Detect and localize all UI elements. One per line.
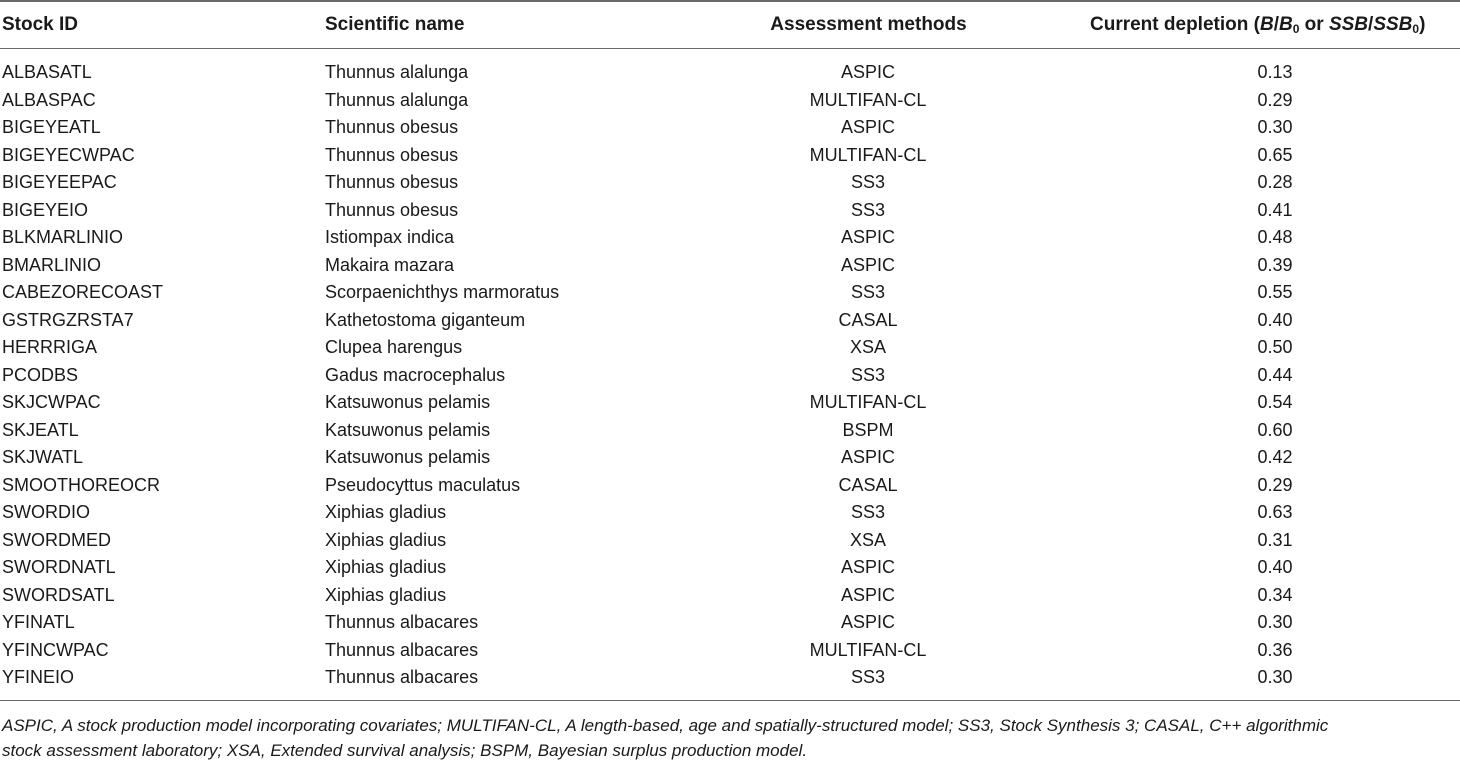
cell-depletion: 0.29 [1257, 89, 1293, 110]
cell-stock-id: BLKMARLINIO [2, 227, 124, 247]
table-row [0, 251, 1460, 279]
cell-stock-id: BIGEYEIO [2, 199, 89, 220]
cell-method: XSA [849, 337, 887, 357]
cell-method: ASPIC [840, 447, 896, 467]
cell-depletion: 0.30 [1257, 612, 1293, 632]
cell-method: SS3 [850, 199, 886, 220]
cell-depletion: 0.30 [1257, 117, 1293, 137]
cell-stock-id: SKJEATL [2, 419, 79, 440]
footnote-line: stock assessment laboratory; XSA, Extended survival analysis; BSPM, Bayesian surplus production model. [2, 741, 808, 760]
cell-scientific-name: Katsuwonus pelamis [325, 419, 491, 440]
cell-stock-id: GSTRGZRSTA7 [2, 309, 134, 330]
table-row [0, 416, 1460, 444]
table-row [0, 141, 1460, 169]
cell-depletion: 0.31 [1257, 529, 1293, 550]
cell-stock-id: BIGEYEEPAC [2, 172, 117, 192]
cell-scientific-name: Scorpaenichthys marmoratus [325, 282, 560, 302]
bottom-rule [0, 700, 1460, 701]
cell-scientific-name: Thunnus alalunga [325, 89, 469, 110]
header-rule [0, 48, 1460, 49]
table-row [0, 388, 1460, 416]
cell-scientific-name: Xiphias gladius [325, 584, 447, 605]
cell-method: CASAL [838, 474, 898, 495]
cell-method: SS3 [850, 282, 886, 302]
table-row [0, 553, 1460, 581]
cell-scientific-name: Xiphias gladius [325, 502, 447, 522]
cell-stock-id: YFINCWPAC [2, 639, 109, 660]
table-row [0, 278, 1460, 306]
cell-scientific-name: Katsuwonus pelamis [325, 447, 491, 467]
table-header [0, 0, 1460, 48]
cell-depletion: 0.34 [1257, 584, 1293, 605]
cell-scientific-name: Katsuwonus pelamis [325, 392, 491, 412]
table-row [0, 306, 1460, 334]
header-scientific-name: Scientific name [325, 14, 465, 35]
cell-depletion: 0.63 [1257, 502, 1293, 522]
cell-depletion: 0.65 [1257, 144, 1293, 165]
cell-method: ASPIC [840, 584, 896, 605]
cell-method: ASPIC [840, 117, 896, 137]
cell-stock-id: SWORDMED [2, 529, 111, 550]
cell-depletion: 0.30 [1257, 667, 1293, 687]
cell-depletion: 0.60 [1257, 419, 1293, 440]
table-row [0, 526, 1460, 554]
cell-depletion: 0.44 [1257, 364, 1293, 385]
cell-stock-id: ALBASATL [2, 62, 92, 82]
cell-method: ASPIC [840, 557, 896, 577]
cell-stock-id: BIGEYECWPAC [2, 144, 135, 165]
cell-method: XSA [849, 529, 887, 550]
cell-depletion: 0.40 [1257, 309, 1293, 330]
cell-depletion: 0.41 [1257, 199, 1293, 220]
table-row [0, 443, 1460, 471]
cell-depletion: 0.29 [1257, 474, 1293, 495]
cell-stock-id: SWORDIO [2, 502, 90, 522]
cell-method: ASPIC [840, 227, 896, 247]
cell-method: SS3 [850, 172, 886, 192]
cell-scientific-name: Makaira mazara [325, 254, 455, 275]
cell-method: CASAL [838, 309, 898, 330]
cell-stock-id: SWORDSATL [2, 584, 115, 605]
cell-depletion: 0.55 [1257, 282, 1293, 302]
cell-scientific-name: Thunnus albacares [325, 612, 479, 632]
cell-stock-id: CABEZORECOAST [2, 282, 164, 302]
cell-method: BSPM [842, 419, 894, 440]
cell-method: MULTIFAN-CL [809, 89, 927, 110]
table-row [0, 113, 1460, 141]
cell-method: MULTIFAN-CL [809, 144, 927, 165]
cell-method: ASPIC [840, 62, 896, 82]
table-row [0, 333, 1460, 361]
header-assessment-methods: Assessment methods [770, 14, 967, 35]
cell-scientific-name: Thunnus obesus [325, 144, 459, 165]
table-row [0, 196, 1460, 224]
cell-stock-id: SWORDNATL [2, 557, 116, 577]
table-row [0, 471, 1460, 499]
table-row [0, 361, 1460, 389]
cell-stock-id: PCODBS [2, 364, 79, 385]
header-current-depletion: Current depletion ($B/B_0$ or SSB/$SSB_0$) [1090, 14, 1426, 36]
cell-depletion: 0.39 [1257, 254, 1293, 275]
cell-scientific-name: Pseudocyttus maculatus [325, 474, 521, 495]
header-stock-id: Stock ID [2, 14, 79, 35]
cell-stock-id: BIGEYEATL [2, 117, 101, 137]
cell-depletion: 0.28 [1257, 172, 1293, 192]
cell-stock-id: YFINEIO [2, 667, 75, 687]
table-row [0, 498, 1460, 526]
table-row [0, 663, 1460, 691]
cell-depletion: 0.13 [1257, 62, 1293, 82]
table-row [0, 636, 1460, 664]
cell-scientific-name: Thunnus obesus [325, 199, 459, 220]
cell-stock-id: ALBASPAC [2, 89, 96, 110]
footnote-line: ASPIC, A stock production model incorporating covariates; MULTIFAN-CL, A length-based, age and spatially-structured model; SS3, Stock Synthesis 3; CASAL, C++ algorithmic [2, 716, 1329, 735]
cell-depletion: 0.50 [1257, 337, 1293, 357]
table-row [0, 86, 1460, 114]
cell-depletion: 0.42 [1257, 447, 1293, 467]
cell-scientific-name: Gadus macrocephalus [325, 364, 506, 385]
cell-scientific-name: Clupea harengus [325, 337, 463, 357]
cell-scientific-name: Thunnus albacares [325, 667, 479, 687]
cell-scientific-name: Xiphias gladius [325, 529, 447, 550]
table-row [0, 168, 1460, 196]
cell-depletion: 0.40 [1257, 557, 1293, 577]
cell-method: MULTIFAN-CL [809, 639, 927, 660]
cell-stock-id: HERRRIGA [2, 337, 98, 357]
table-footnote [2, 713, 1452, 763]
cell-stock-id: SMOOTHOREOCR [2, 474, 161, 495]
cell-scientific-name: Xiphias gladius [325, 557, 447, 577]
cell-stock-id: YFINATL [2, 612, 75, 632]
cell-method: SS3 [850, 364, 886, 385]
cell-method: SS3 [850, 667, 886, 687]
table-body [0, 58, 1460, 691]
cell-method: ASPIC [840, 612, 896, 632]
table-row [0, 223, 1460, 251]
table-row [0, 581, 1460, 609]
cell-depletion: 0.36 [1257, 639, 1293, 660]
cell-scientific-name: Thunnus alalunga [325, 62, 469, 82]
cell-method: SS3 [850, 502, 886, 522]
cell-scientific-name: Istiompax indica [325, 227, 455, 247]
cell-stock-id: SKJWATL [2, 447, 84, 467]
cell-stock-id: SKJCWPAC [2, 392, 101, 412]
cell-stock-id: BMARLINIO [2, 254, 102, 275]
cell-scientific-name: Kathetostoma giganteum [325, 309, 526, 330]
table-row [0, 608, 1460, 636]
cell-method: ASPIC [840, 254, 896, 275]
cell-depletion: 0.48 [1257, 227, 1293, 247]
cell-depletion: 0.54 [1257, 392, 1293, 412]
cell-method: MULTIFAN-CL [809, 392, 927, 412]
table-row [0, 58, 1460, 86]
cell-scientific-name: Thunnus albacares [325, 639, 479, 660]
cell-scientific-name: Thunnus obesus [325, 172, 459, 192]
cell-scientific-name: Thunnus obesus [325, 117, 459, 137]
